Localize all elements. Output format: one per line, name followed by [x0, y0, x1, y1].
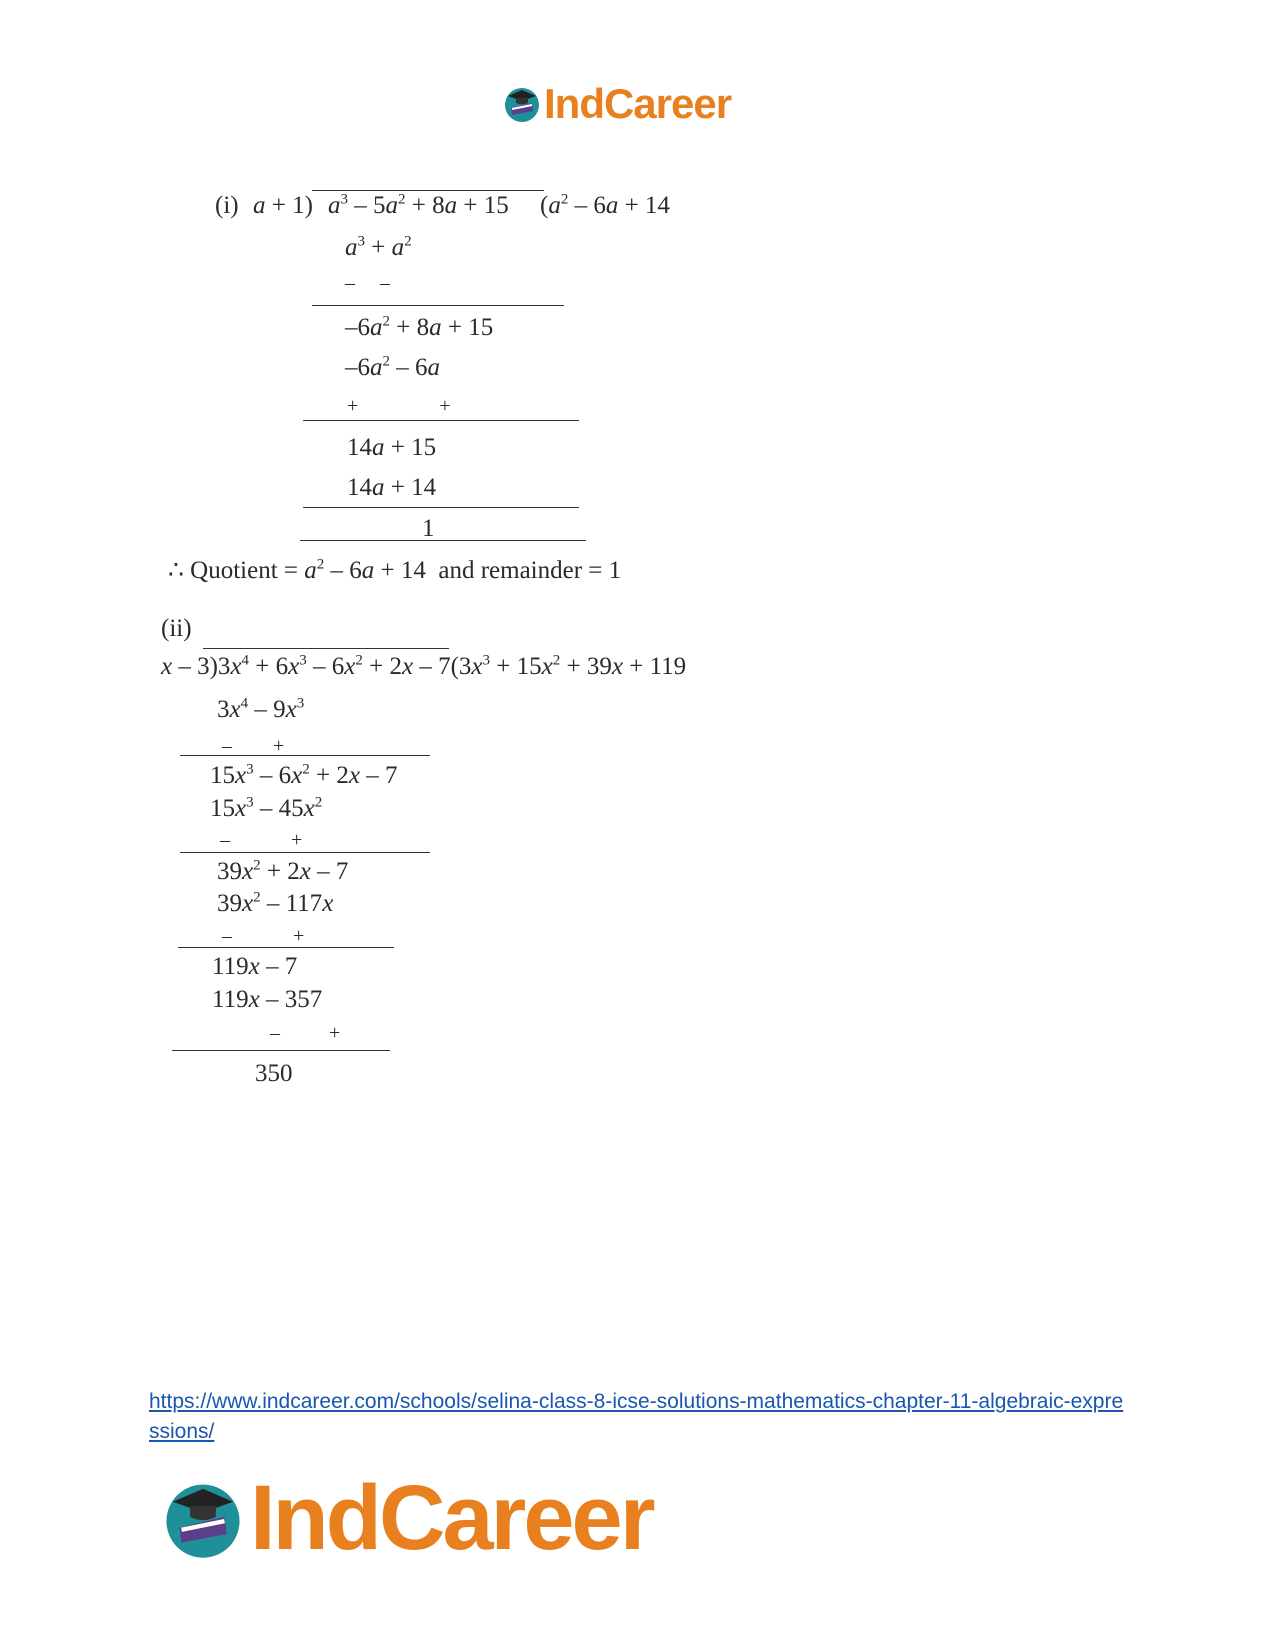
step-row: $a^3 + a^2$ [345, 233, 412, 261]
divider-line [303, 420, 579, 421]
divider-line [312, 305, 564, 306]
divider-line [180, 852, 430, 853]
part-i-label: (i) [215, 192, 239, 219]
logo-text: IndCareer [250, 1467, 653, 1569]
conclusion: ∴ Quotient = $a^2 - 6a + 14$ and remainder = 1 [168, 556, 622, 584]
sign-row: – – [345, 272, 400, 294]
step-row: $15x^3 - 6x^2 + 2x - 7$ [210, 761, 398, 789]
part-ii-label: (ii) [161, 615, 192, 642]
step-row: 119x – 7 [212, 953, 298, 980]
logo-text: IndCareer [544, 80, 732, 127]
part-i-dividend: $a^3 - 5a^2 + 8a + 15$ [328, 191, 509, 219]
sign-row: – + [222, 735, 303, 757]
graduation-cap-icon [160, 1476, 246, 1562]
divider-line [180, 755, 430, 756]
step-row: $15x^3 - 45x^2$ [210, 794, 323, 822]
graduation-cap-icon [502, 84, 542, 124]
step-row: 14a + 15 [347, 434, 437, 461]
step-row: 119x – 357 [212, 986, 323, 1013]
divider-line [303, 507, 579, 508]
footer-logo [160, 1466, 653, 1571]
step-row: $-6a^2 - 6a$ [345, 353, 440, 381]
source-link[interactable]: https://www.indcareer.com/schools/selina-class-8-icse-solutions-mathematics-chapter-11-algebraic-expressions/ [149, 1390, 1124, 1443]
sign-row: – + [220, 829, 331, 851]
divider-line [172, 1050, 390, 1051]
divider-line [300, 540, 586, 541]
part-ii-division: $x - 3)3x^4 + 6x^3 - 6x^2 + 2x - 7(3x^3 + 15x^2 + 39x + 119$ [161, 652, 687, 680]
sign-row: + + [347, 395, 489, 417]
sign-row: – + [222, 925, 333, 947]
part-i-quotient: ($a^2 - 6a + 14$ [540, 191, 670, 219]
header-logo [502, 80, 731, 128]
step-row: 14a + 14 [347, 474, 437, 501]
step-row: $-6a^2 + 8a + 15$ [345, 313, 494, 341]
division-bar [203, 648, 449, 649]
step-row: $39x^2 + 2x - 7$ [217, 857, 349, 885]
part-i-divisor: a + 1) [253, 192, 313, 219]
remainder: 1 [422, 515, 435, 542]
sign-row: – + [270, 1022, 363, 1044]
step-row: $39x^2 - 117x$ [217, 889, 334, 917]
remainder: 350 [255, 1060, 293, 1087]
divider-line [178, 947, 394, 948]
step-row: $3x^4 - 9x^3$ [217, 695, 305, 723]
